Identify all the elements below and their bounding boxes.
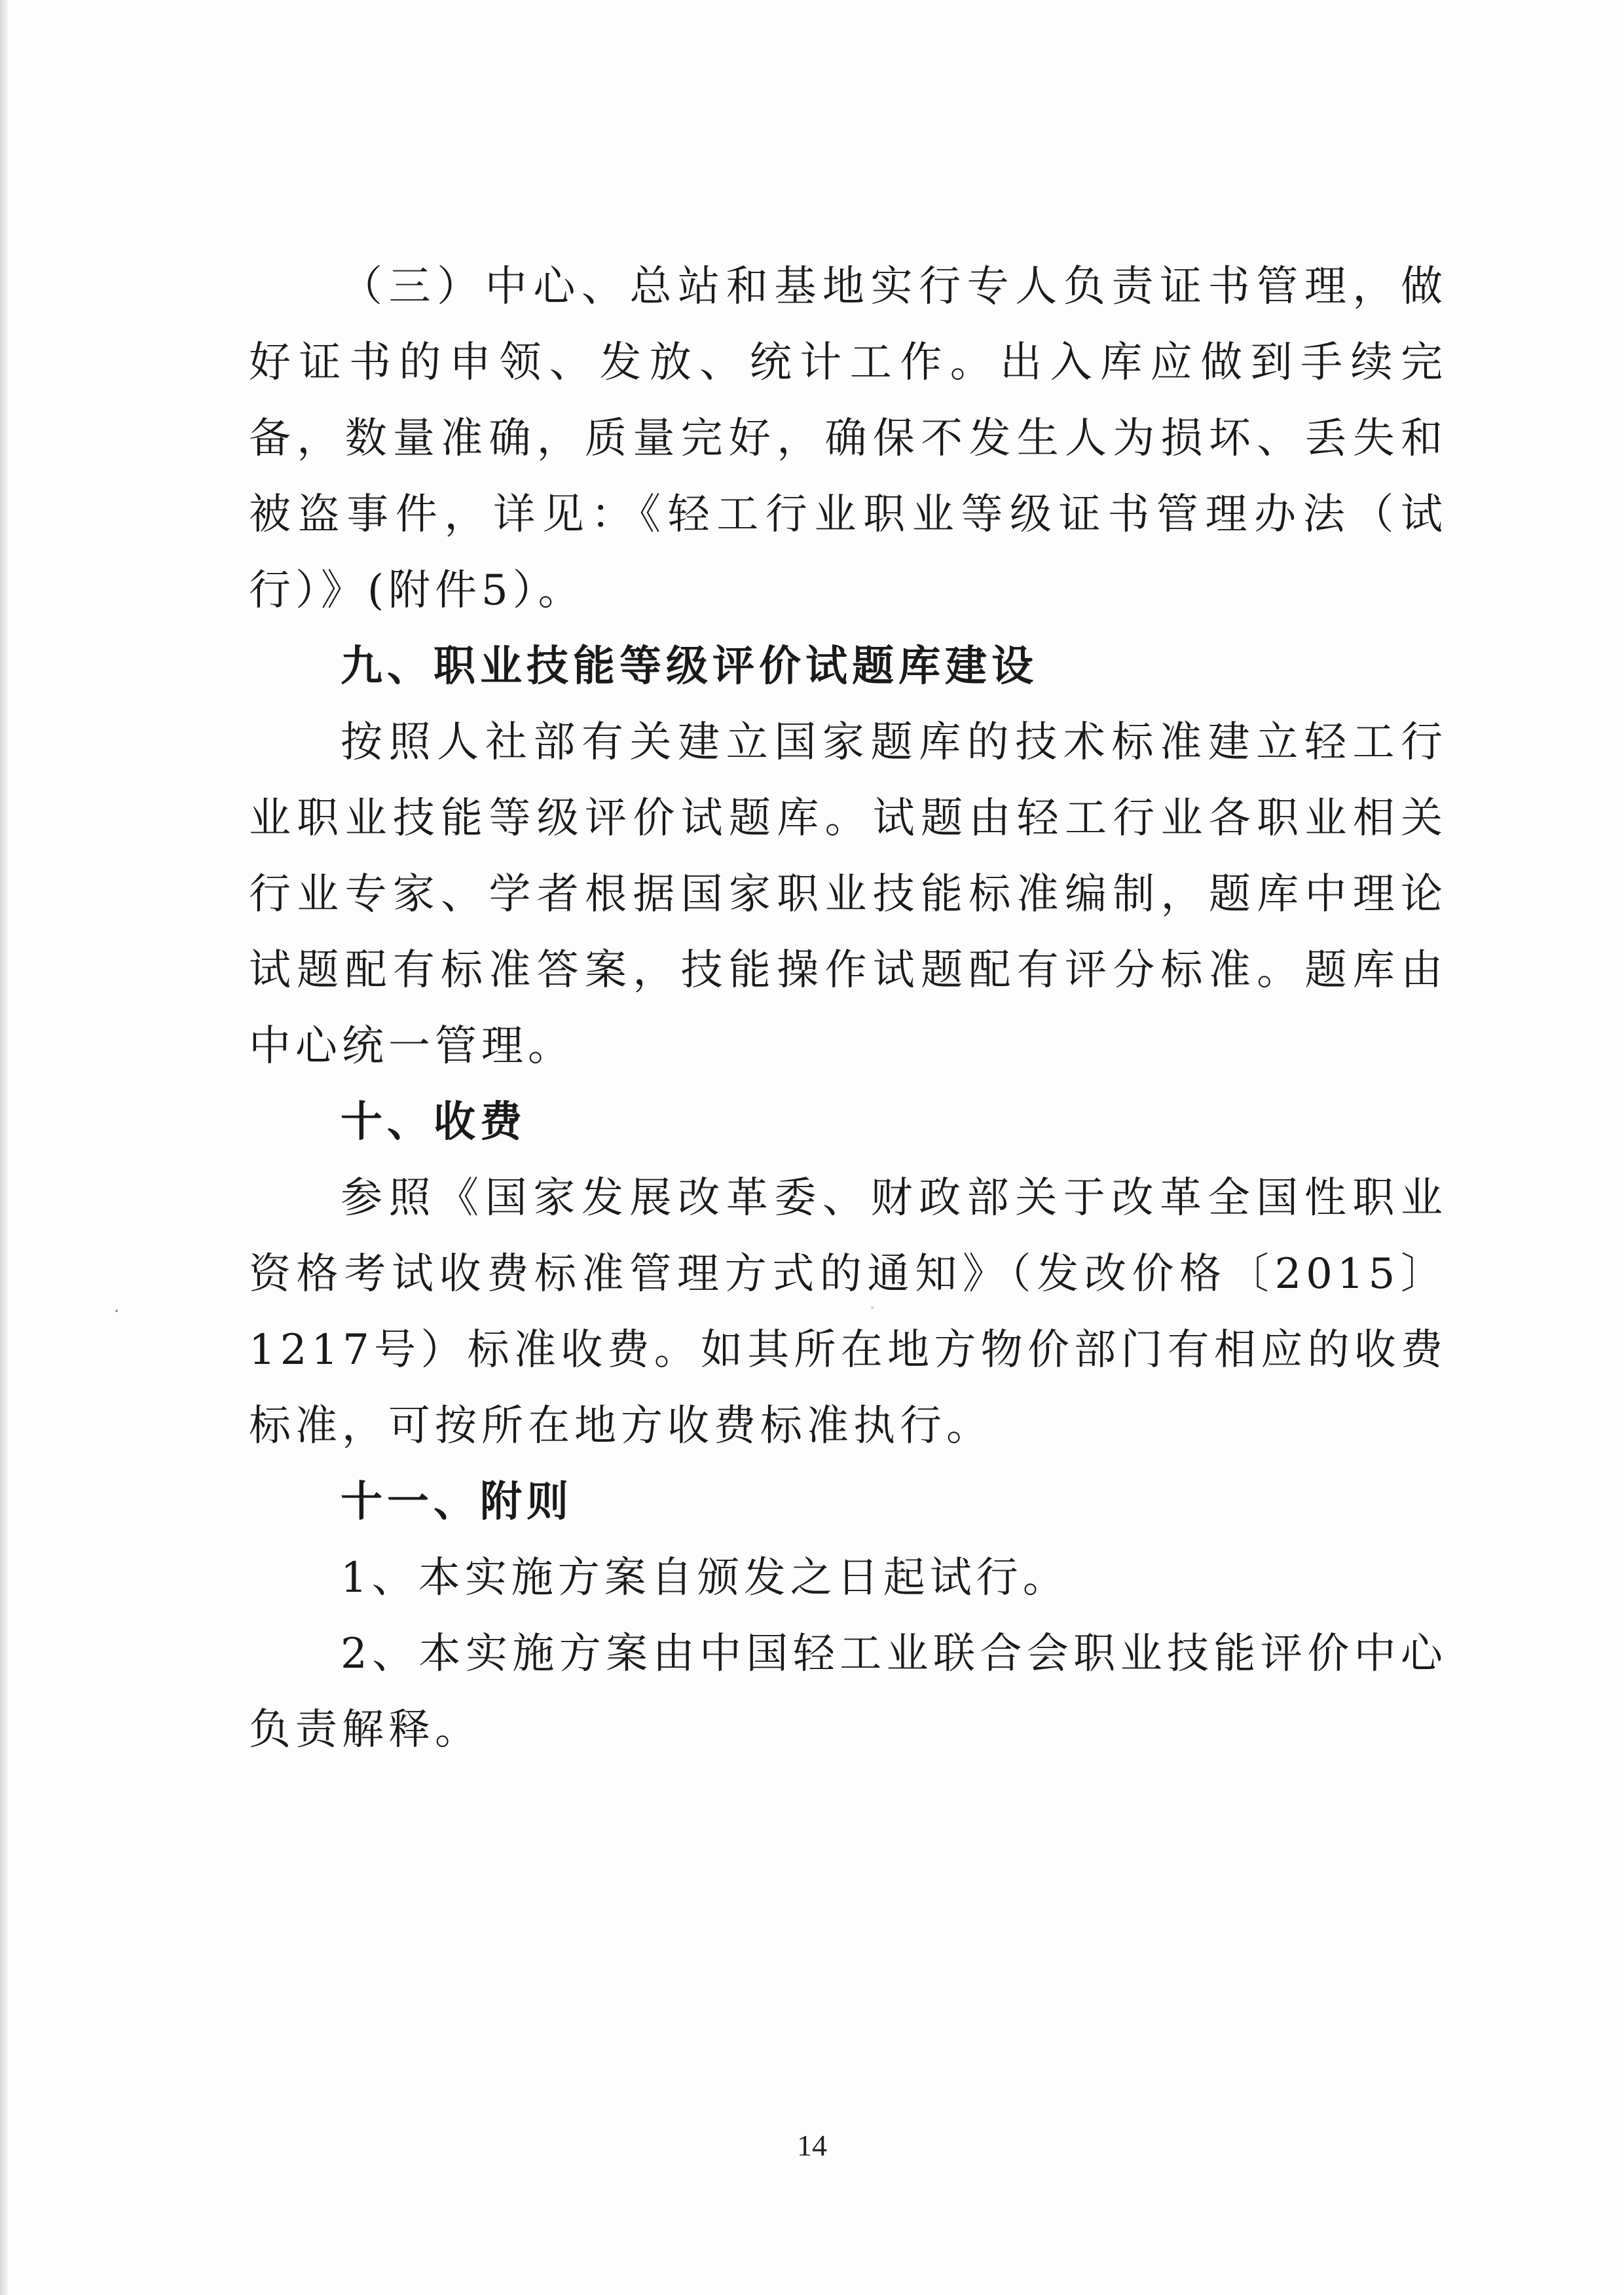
paragraph-fees: 参照《国家发展改革委、财政部关于改革全国性职业资格考试收费标准管理方式的通知》（发改价格〔2015〕1217号）标准收费。如其所在地方物价部门有相应的收费标准，可按所在地方收费标准执行。 [249,1174,1447,1450]
section-heading-fees: 十、收费 [341,1097,526,1147]
paragraph-certificate-management: （三）中心、总站和基地实行专人负责证书管理，做好证书的申领、发放、统计工作。出入库应做到手续完备，数量准确，质量完好，确保不发生人为损坏、丢失和被盗事件，详见：《轻工行业职业等级证书管理办法（试行）》(附件5）。 [249,263,1447,615]
page-number: 14 [797,2129,827,2162]
section-heading-question-bank: 九、职业技能等级评价试题库建设 [341,642,1038,691]
scan-speck [115,1310,118,1312]
paragraph-interpretation: 2、本实施方案由中国轻工业联合会职业技能评价中心负责解释。 [249,1630,1447,1754]
section-heading-supplementary: 十一、附则 [341,1477,573,1526]
scan-edge-shadow [0,0,9,2295]
document-body [249,249,1447,1768]
paragraph-effective-date: 1、本实施方案自颁发之日起试行。 [341,1554,1069,1602]
paragraph-question-bank: 按照人社部有关建立国家题库的技术标准建立轻工行业职业技能等级评价试题库。试题由轻工行业各职业相关行业专家、学者根据国家职业技能标准编制，题库中理论试题配有标准答案，技能操作试题配有评分标准。题库由中心统一管理。 [249,718,1447,1071]
